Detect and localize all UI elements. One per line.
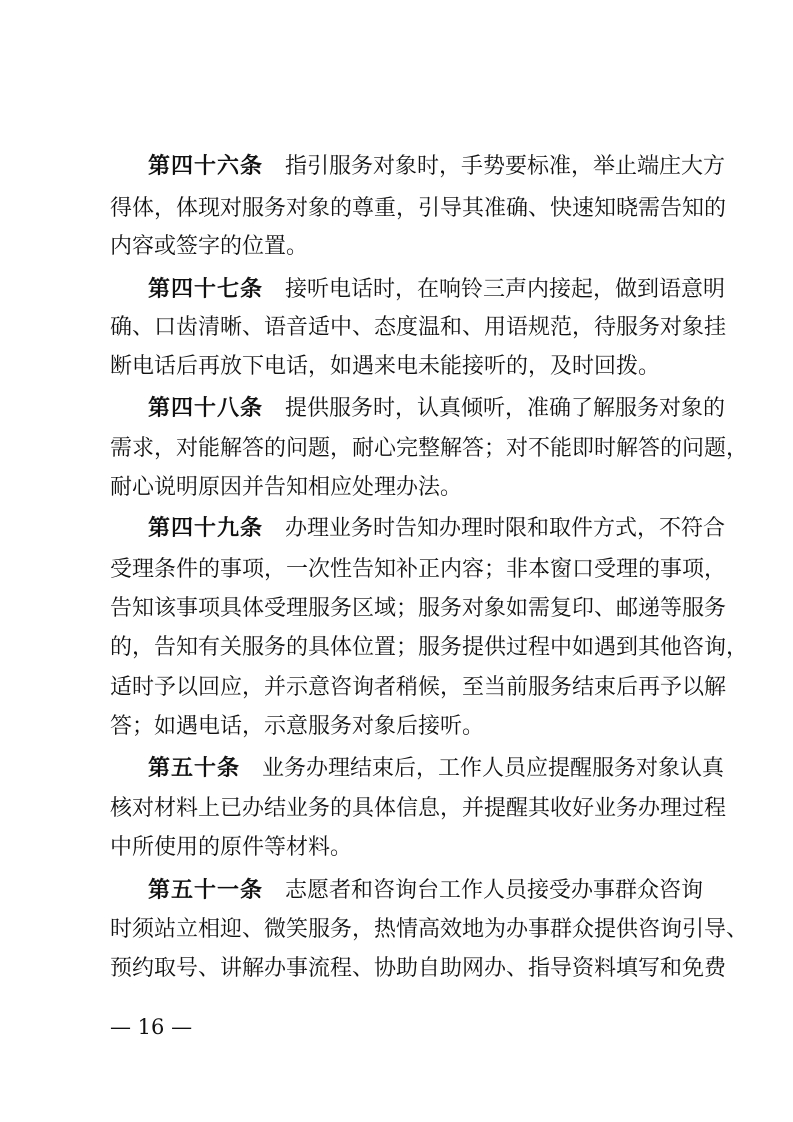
article-48-text: 提供服务时，认真倾听，准确了解服务对象的 <box>285 396 726 421</box>
article-49-line-5: 适时予以回应，并示意咨询者稍候，至当前服务结束后再予以解 <box>110 675 727 700</box>
article-48-number: 第四十八条 <box>148 396 264 421</box>
article-47-line-1 <box>148 275 726 305</box>
article-49-line-1 <box>148 514 726 544</box>
article-49-number: 第四十九条 <box>148 516 264 541</box>
article-48-line-3: 耐心说明原因并告知相应处理办法。 <box>110 475 463 500</box>
article-51-text: 志愿者和咨询台工作人员接受办事群众咨询 <box>285 878 704 903</box>
article-49-line-2: 受理条件的事项，一次性告知补正内容；非本窗口受理的事项， <box>110 557 727 582</box>
article-50-line-2: 核对材料上已办结业务的具体信息，并提醒其收好业务办理过程 <box>110 796 727 821</box>
article-51-line-2: 时须站立相迎、微笑服务，热情高效地为办事群众提供咨询引导、 <box>110 917 749 942</box>
article-50-number: 第五十条 <box>148 756 241 781</box>
article-50-line-3: 中所使用的原件等材料。 <box>110 835 353 860</box>
article-46-text: 指引服务对象时，手势要标准，举止端庄大方 <box>285 154 726 179</box>
article-49-line-4: 的，告知有关服务的具体位置；服务提供过程中如遇到其他咨询， <box>110 635 749 660</box>
article-47-number: 第四十七条 <box>148 277 264 302</box>
page-number: — 16 — <box>110 1015 193 1039</box>
article-49-text: 办理业务时告知办理时限和取件方式，不符合 <box>285 516 726 541</box>
article-50-text: 业务办理结束后，工作人员应提醒服务对象认真 <box>262 756 725 781</box>
article-51-line-3: 预约取号、讲解办事流程、协助自助网办、指导资料填写和免费 <box>110 956 727 981</box>
article-47-line-3: 断电话后再放下电话，如遇来电未能接听的，及时回拨。 <box>110 354 661 379</box>
article-46-line-3: 内容或签字的位置。 <box>110 234 309 259</box>
article-50-line-1 <box>148 754 725 784</box>
article-49-line-3: 告知该事项具体受理服务区域；服务对象如需复印、邮递等服务 <box>110 596 727 621</box>
article-47-text: 接听电话时，在响铃三声内接起，做到语意明 <box>285 277 726 302</box>
article-46-number: 第四十六条 <box>148 154 264 179</box>
article-49-line-6: 答；如遇电话，示意服务对象后接听。 <box>110 714 485 739</box>
article-48-line-1 <box>148 394 726 424</box>
article-46-line-1 <box>148 152 726 182</box>
article-47-line-2: 确、口齿清晰、语音适中、态度温和、用语规范，待服务对象挂 <box>110 315 727 340</box>
article-46-line-2: 得体，体现对服务对象的尊重，引导其准确、快速知晓需告知的 <box>110 196 727 221</box>
article-48-line-2: 需求，对能解答的问题，耐心完整解答；对不能即时解答的问题， <box>110 436 749 461</box>
article-51-number: 第五十一条 <box>148 878 264 903</box>
article-51-line-1 <box>148 876 704 906</box>
